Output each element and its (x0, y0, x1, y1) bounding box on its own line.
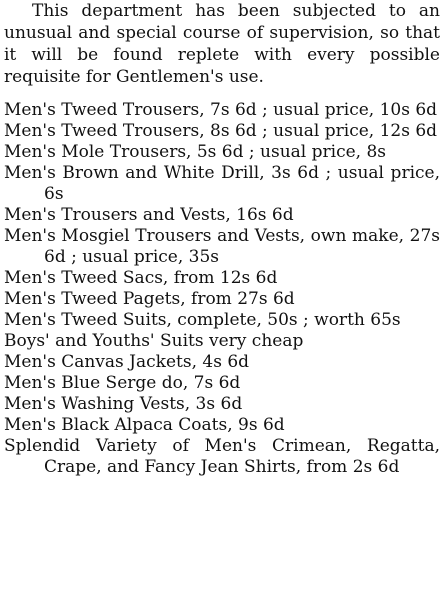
list-item: Men's Tweed Trousers, 7s 6d ; usual price, 10s 6d (4, 100, 438, 120)
list-item: Splendid Variety of Men's Crimean, Regatta, Crape, and Fancy Jean Shirts, from 2s 6d (4, 436, 440, 477)
list-item: Men's Tweed Sacs, from 12s 6d (4, 268, 278, 288)
list-item: Men's Brown and White Drill, 3s 6d ; usual price, 6s (4, 163, 440, 204)
list-item: Men's Washing Vests, 3s 6d (4, 394, 243, 414)
list-item: Men's Tweed Pagets, from 27s 6d (4, 289, 295, 309)
list-item: Men's Trousers and Vests, 16s 6d (4, 205, 294, 225)
intro-paragraph: This department has been subjected to an unusual and special course of supervision, so that it will be found replete with every possible requisite for Gentlemen's use. (4, 1, 440, 87)
list-item: Men's Tweed Suits, complete, 50s ; worth 65s (4, 310, 401, 330)
list-item: Men's Mosgiel Trousers and Vests, own make, 27s 6d ; usual price, 35s (4, 226, 440, 267)
list-item: Men's Blue Serge do, 7s 6d (4, 373, 241, 393)
list-item: Men's Mole Trousers, 5s 6d ; usual price, 8s (4, 142, 387, 162)
list-item: Men's Black Alpaca Coats, 9s 6d (4, 415, 285, 435)
price-list (4, 100, 440, 478)
list-item: Boys' and Youths' Suits very cheap (4, 331, 304, 351)
list-item: Men's Canvas Jackets, 4s 6d (4, 352, 250, 372)
intro-block (4, 0, 440, 88)
list-item: Men's Tweed Trousers, 8s 6d ; usual price, 12s 6d (4, 121, 438, 141)
